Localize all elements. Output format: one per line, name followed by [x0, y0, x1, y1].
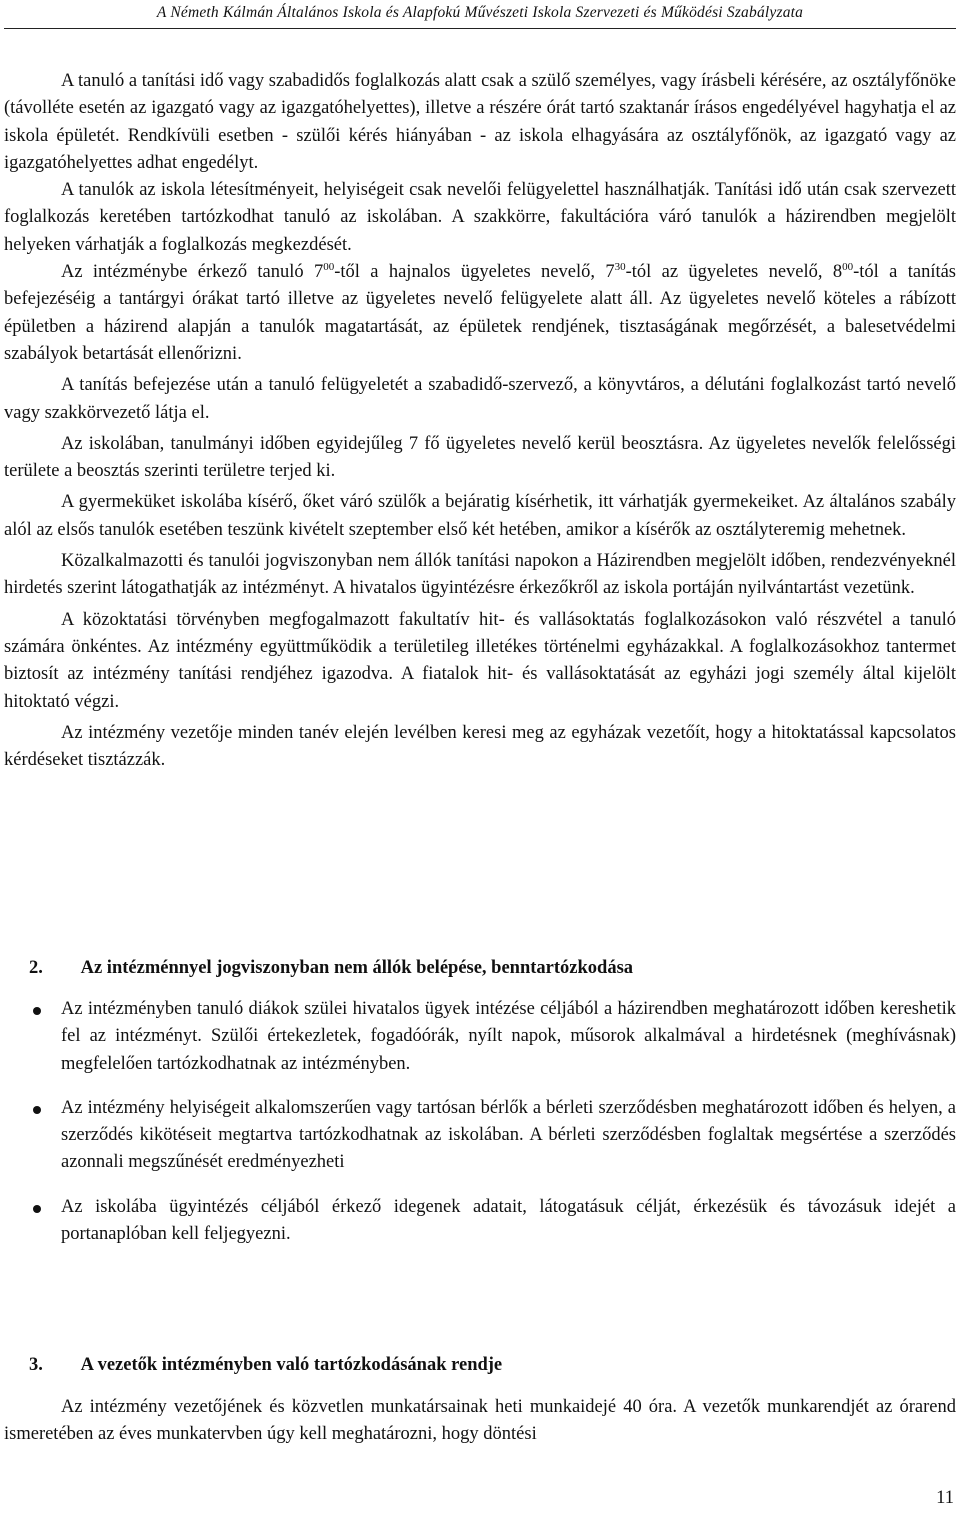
- section-3-title: A vezetők intézményben való tartózkodásának rendje: [80, 1355, 503, 1375]
- list-item-text: Az intézmény helyiségeit alkalomszerűen vagy tartósan bérlők a bérleti szerződésben meghatározott időben és helyen, a szerződés kikötéseit megtartva tartózkodhatnak az iskolában. A bérleti szerződésben foglaltak megsértése a szerződés azonnali megszűnését eredményezheti: [61, 1097, 956, 1173]
- section-3-number: 3.: [29, 1355, 43, 1375]
- section-2-title: Az intézménnyel jogviszonyban nem állók belépése, benntartózkodása: [80, 958, 634, 978]
- duty-text-3: -tól az ügyeletes nevelő, 8: [625, 262, 843, 283]
- main-content: [4, 68, 956, 774]
- duty-sup-1: 00: [323, 260, 335, 273]
- paragraph-leaders-worktime: Az intézmény vezetőjének és közvetlen munkatársainak heti munkaidejé 40 óra. A vezetők munkarendjét az órarend ismeretében az éves munkatervben úgy kell meghatározni, hogy döntési: [4, 1397, 956, 1445]
- section-3-heading: [4, 1355, 956, 1376]
- duty-text-4: -tól a tanítás befejezéséig a tantárgyi órákat tartó illetve az ügyeletes nevelő felügyelete alatt áll. Az ügyeletes nevelő köteles a rábízott épületben a házirend alapján a tanulók magatartását, az épületek rendjének, tisztaságának megőrzését, a balesetvédelmi szabályok betartását ellenőrizni.: [4, 262, 957, 364]
- header-divider: [4, 28, 956, 29]
- paragraph-facilities-use: A tanulók az iskola létesítményeit, helyiségeit csak nevelői felügyelettel használhatják. Tanítási idő után csak szervezett foglalkozás keretében tartózkodhat tanuló az iskolában. A szakkörre, fakultációra váró tanulók a házirendben megjelölt helyeken várhatják a foglalkozás megkezdését.: [4, 180, 956, 255]
- paragraph-parents: A gyermeküket iskolába kísérő, őket váró szülők a bejáratig kísérhetik, itt várhatják gyermekeiket. Az általános szabály alól az elsős tanulók esetében teszünk kivételt szeptember első két hetében, amikor a kísérők az osztályteremig mehetnek.: [4, 492, 956, 540]
- paragraph-religious-education: A közoktatási törvényben megfogalmazott fakultatív hit- és vallásoktatás foglalkozásokon való részvétel a tanuló számára önkéntes. Az intézmény együttműködik a területileg illetékes történelmi egyházakkal. A foglalkozásokhoz tantermet biztosít az intézmény tanítási rendjéhez igazodva. A fiatalok hit- és vallásoktatását az egyházi jogi személy által kijelölt hitoktató végzi.: [4, 609, 956, 712]
- paragraph-duty-teachers: Az iskolában, tanulmányi időben egyidejűleg 7 fő ügyeletes nevelő kerül beosztásra. Az ügyeletes nevelők felelősségi területe a beosztás szerinti területre terjed ki.: [4, 433, 956, 482]
- page-number: 11: [936, 1488, 954, 1508]
- section-2-heading: [4, 958, 956, 979]
- list-item: [4, 1194, 956, 1249]
- duty-sup-3: 00: [842, 260, 854, 273]
- bullet-icon: [33, 1205, 41, 1213]
- paragraph-leaving-school: A tanuló a tanítási idő vagy szabadidős foglalkozás alatt csak a szülő személyes, vagy írásbeli kérésére, az osztályfőnöke (távolléte esetén az igazgató vagy az igazgatóhelyettes), illetve a részére órát tartó szaktanár írásos engedélyével hagyhatja el az iskola épületét. Rendkívüli esetben - szülői kérés hiányában - az iskola elhagyására az osztályfőnök, az igazgató vagy az igazgatóhelyettes adhat engedélyt.: [4, 71, 956, 173]
- paragraph-after-school: A tanítás befejezése után a tanuló felügyeletét a szabadidő-szervező, a könyvtáros, a délutáni foglalkozást tartó nevelő vagy szakkörvezető látja el.: [4, 375, 956, 423]
- paragraph-church-contact: Az intézmény vezetője minden tanév elején levélben keresi meg az egyházak vezetőít, hogy a hitoktatással kapcsolatos kérdéseket tisztázzák.: [4, 722, 956, 771]
- list-item: [4, 1095, 956, 1177]
- section-2-number: 2.: [29, 958, 43, 978]
- document-header: A Németh Kálmán Általános Iskola és Alapfokú Művészeti Iskola Szervezeti és Működési Szabályzata: [156, 4, 804, 21]
- list-item: [4, 996, 956, 1078]
- duty-sup-2: 30: [614, 260, 626, 273]
- section-3-body: [4, 1394, 956, 1449]
- section-2-bullet-list: [4, 996, 956, 1265]
- list-item-text: Az intézményben tanuló diákok szülei hivatalos ügyek intézése céljából a házirendben meghatározott időben kereshetik fel az intézményt. Szülői értekezletek, fogadóórák, nyílt napok, műsorok alkalmával a hirdetésnek (meghívásnak) megfelelően tartózkodhatnak az intézményben.: [61, 999, 956, 1074]
- list-item-text: Az iskolába ügyintézés céljából érkező idegenek adatait, látogatásuk célját, érkezésük és távozásuk idejét a portanaplóban kell feljegyezni.: [61, 1196, 956, 1245]
- bullet-icon: [33, 1106, 41, 1114]
- duty-text-1: Az intézménybe érkező tanuló 7: [61, 262, 324, 283]
- paragraph-visitors: Közalkalmazotti és tanulói jogviszonyban nem állók tanítási napokon a Házirendben megjelölt időben, rendezvényeknél hirdetés szerint látogathatják az intézményt. A hivatalos ügyintézésre érkezőkről az iskola portáján nyilvántartást vezetünk.: [4, 551, 956, 599]
- bullet-icon: [33, 1007, 41, 1015]
- paragraph-supervision-duty: [4, 259, 956, 368]
- duty-text-2: -től a hajnalos ügyeletes nevelő, 7: [334, 262, 615, 283]
